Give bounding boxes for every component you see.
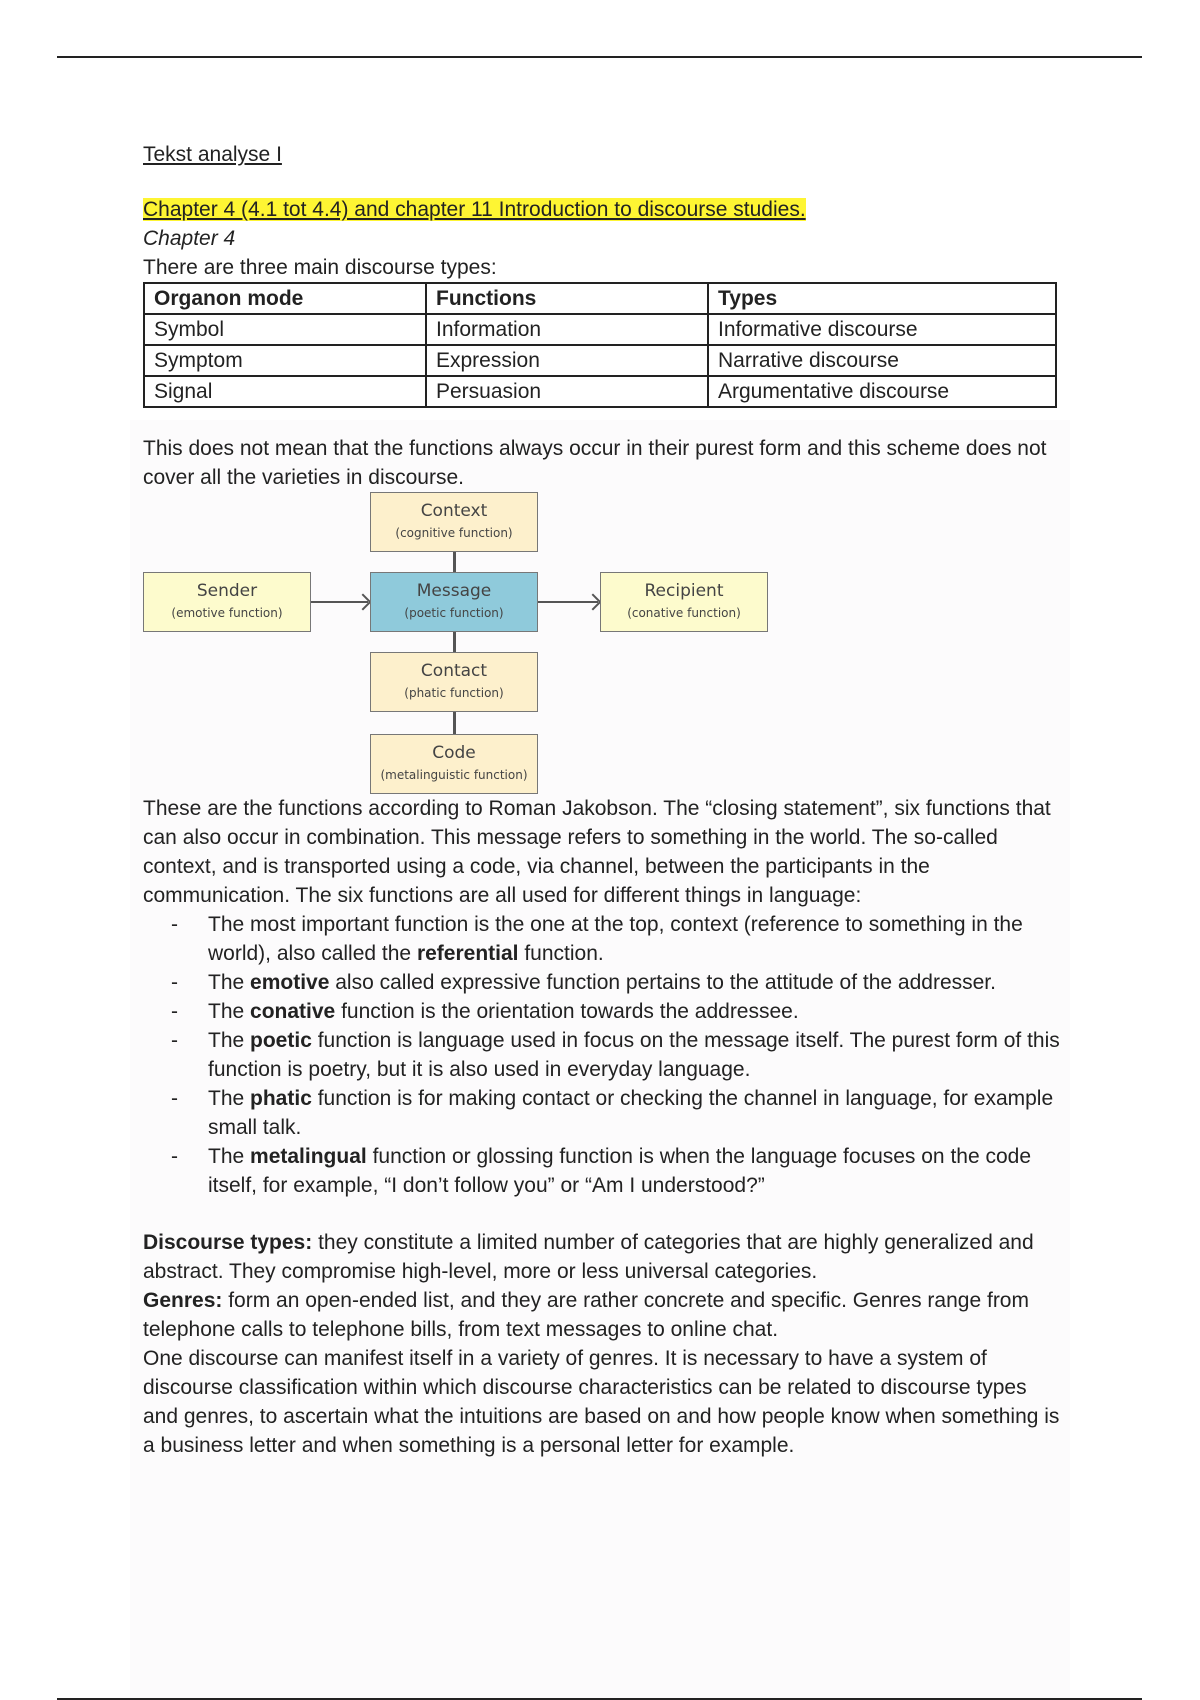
- bullet-dash: -: [171, 1000, 178, 1023]
- table-row: [144, 314, 1056, 345]
- table-header: Organon mode: [144, 283, 426, 314]
- table-header-row: [144, 283, 1056, 314]
- subheading: Chapter 4: [143, 227, 236, 250]
- bullet-text: function is language used in focus on the message itself. The purest form of this function is poetry, but it is also used in everyday language.: [208, 1029, 1060, 1081]
- connector-line: [453, 712, 456, 734]
- discourse-types-definition: [143, 1228, 1063, 1286]
- bullet-dash: -: [171, 1029, 178, 1052]
- list-item: [143, 1026, 1063, 1084]
- list-item: [143, 1142, 1063, 1200]
- bullet-text: The: [208, 1000, 251, 1023]
- table-cell: Narrative discourse: [708, 345, 1056, 376]
- contact-box: [370, 652, 538, 712]
- recipient-label: Recipient: [644, 581, 724, 601]
- table-cell: Signal: [144, 376, 426, 407]
- recipient-box: [600, 572, 768, 632]
- code-function: (metalinguistic function): [380, 768, 528, 782]
- context-label: Context: [420, 501, 488, 521]
- connector-line: [453, 632, 456, 652]
- header-rule: [57, 56, 1142, 58]
- table-cell: Information: [426, 314, 708, 345]
- bullet-text: The: [208, 971, 251, 994]
- jakobson-paragraph: These are the functions according to Roman Jakobson. The “closing statement”, six functions that can also occur in combination. This message refers to something in the world. The so-called context, and is transported using a code, via channel, between the participants in the communication. The six functions are all used for different things in language:: [143, 797, 1051, 907]
- discourse-types-table: [143, 282, 1057, 408]
- context-box: [370, 492, 538, 552]
- list-item: [143, 1084, 1063, 1142]
- bullet-text: function is the orientation towards the addressee.: [335, 1000, 799, 1023]
- jakobson-diagram: [143, 492, 1063, 812]
- list-item: [143, 968, 1063, 997]
- bullet-text: The: [208, 1145, 251, 1168]
- connector-line: [453, 552, 456, 572]
- intro-text: There are three main discourse types:: [143, 256, 497, 279]
- bullet-dash: -: [171, 1145, 178, 1168]
- table-cell: Expression: [426, 345, 708, 376]
- table-row: [144, 345, 1056, 376]
- definition-text: they constitute a limited number of categories that are highly generalized and abstract. They compromise high-level, more or less universal categories.: [143, 1231, 1034, 1283]
- sender-label: Sender: [196, 581, 258, 601]
- bullet-bold-term: referential: [416, 942, 519, 965]
- bullet-text: The most important function is the one at the top, context (reference to something in the world), also called the: [208, 913, 1023, 965]
- highlighted-chapter-text: Chapter 4 (4.1 tot 4.4) and chapter 11 Introduction to discourse studies.: [143, 198, 806, 221]
- list-item: [143, 910, 1063, 968]
- function-list: [143, 910, 1063, 1200]
- chapter-heading: [143, 195, 1063, 224]
- bullet-text: The: [208, 1087, 251, 1110]
- definition-term: Genres:: [143, 1289, 223, 1312]
- code-label: Code: [432, 743, 476, 763]
- table-header: Types: [708, 283, 1056, 314]
- table-cell: Argumentative discourse: [708, 376, 1056, 407]
- bullet-text: also called expressive function pertains to the attitude of the addresser.: [329, 971, 996, 994]
- contact-label: Contact: [420, 661, 488, 681]
- genres-definition: [143, 1286, 1063, 1344]
- code-box: [370, 734, 538, 794]
- table-row: [144, 376, 1056, 407]
- after-table-paragraph: This does not mean that the functions always occur in their purest form and this scheme does not cover all the varieties in discourse.: [143, 437, 1047, 489]
- table-cell: Symptom: [144, 345, 426, 376]
- bullet-text: function or glossing function is when the language focuses on the code itself, for example, “I don’t follow you” or “Am I understood?”: [208, 1145, 1032, 1197]
- bullet-bold-term: metalingual: [250, 1145, 367, 1168]
- table-cell: Persuasion: [426, 376, 708, 407]
- bullet-bold-term: poetic: [250, 1029, 312, 1052]
- bullet-bold-term: conative: [250, 1000, 336, 1023]
- message-box: [370, 572, 538, 632]
- sender-function: (emotive function): [171, 606, 283, 620]
- sender-box: [143, 572, 311, 632]
- list-item: [143, 997, 1063, 1026]
- recipient-function: (conative function): [627, 606, 741, 620]
- definition-text: form an open-ended list, and they are rather concrete and specific. Genres range from telephone calls to telephone bills, from text messages to online chat.: [143, 1289, 1029, 1341]
- bullet-text: function is for making contact or checking the channel in language, for example small talk.: [208, 1087, 1054, 1139]
- bullet-text: function.: [518, 942, 604, 965]
- table-header: Functions: [426, 283, 708, 314]
- bullet-dash: -: [171, 1087, 178, 1110]
- definition-term: Discourse types:: [143, 1231, 313, 1254]
- message-label: Message: [416, 581, 492, 601]
- context-function: (cognitive function): [395, 526, 513, 540]
- document-page: [143, 140, 1063, 1460]
- table-cell: Symbol: [144, 314, 426, 345]
- arrow-head-icon: [355, 594, 372, 611]
- bullet-bold-term: phatic: [250, 1087, 312, 1110]
- bullet-dash: -: [171, 971, 178, 994]
- document-title: Tekst analyse I: [143, 143, 282, 166]
- contact-function: (phatic function): [404, 686, 504, 700]
- table-cell: Informative discourse: [708, 314, 1056, 345]
- arrow-head-icon: [585, 594, 602, 611]
- message-function: (poetic function): [404, 606, 504, 620]
- closing-paragraph: One discourse can manifest itself in a variety of genres. It is necessary to have a system of discourse classification within which discourse characteristics can be related to discourse types and genres, to ascertain what the intuitions are based on and how people know when something is a business letter and when something is a personal letter for example.: [143, 1347, 1060, 1457]
- bullet-dash: -: [171, 913, 178, 936]
- bullet-bold-term: emotive: [250, 971, 330, 994]
- bullet-text: The: [208, 1029, 251, 1052]
